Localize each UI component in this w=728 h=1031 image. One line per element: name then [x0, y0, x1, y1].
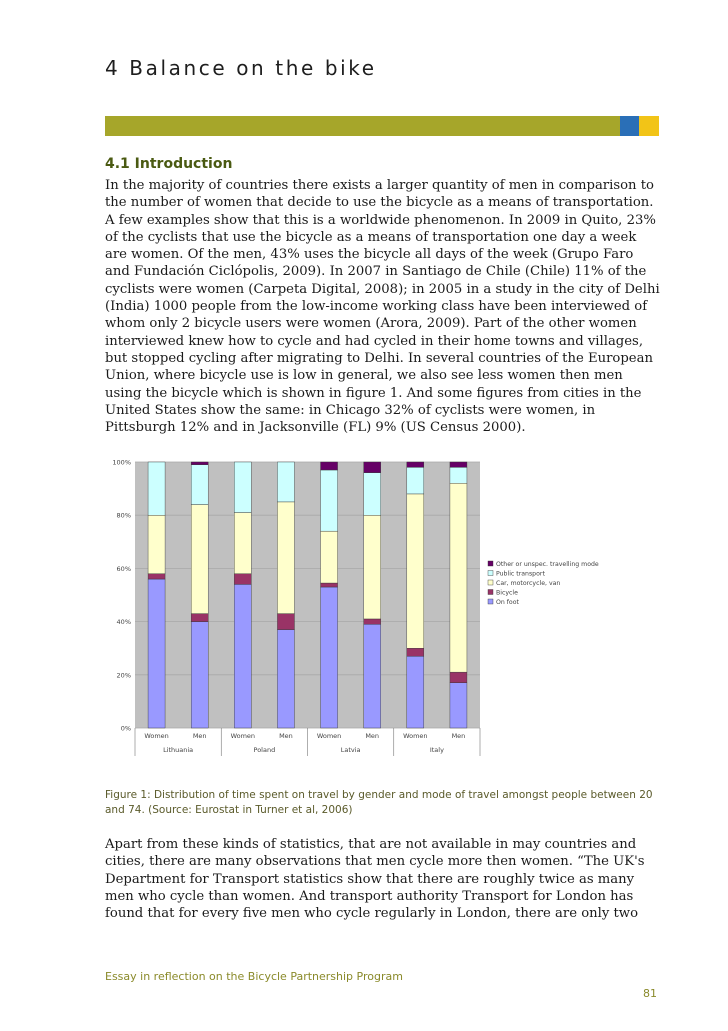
x-category-label: Women	[144, 732, 169, 740]
bar-segment	[364, 515, 381, 619]
bar-segment	[321, 462, 338, 470]
bar-segment	[148, 462, 165, 515]
bar-segment	[234, 513, 251, 574]
footer-text: Essay in reflection on the Bicycle Partnership Program	[105, 970, 403, 983]
bar-segment	[191, 505, 208, 614]
legend-label: Car, motorcycle, van	[496, 580, 561, 587]
bar-segment	[364, 462, 381, 473]
header-band-blue	[620, 116, 639, 136]
legend-label: Public transport	[496, 570, 545, 578]
y-tick-label: 0%	[120, 724, 131, 733]
x-category-label: Men	[451, 732, 466, 740]
bar-segment	[234, 574, 251, 585]
legend-label: On foot	[496, 599, 519, 606]
bar-segment	[407, 462, 424, 467]
figure-1-chart	[105, 452, 665, 772]
bar-segment	[148, 574, 165, 579]
legend-label: Other or unspec. travelling mode	[496, 561, 599, 568]
page-number: 81	[643, 987, 657, 1000]
continuation-paragraph: Apart from these kinds of statistics, that are not available in may countries and cities, there are many observations that men cycle more then women. “The UK's Department for Transport statistics show that there are roughly twice as many men who cycle than women. And transport authority Transport for London has found that for every five men who cycle regularly in London, there are only two	[105, 837, 645, 922]
bar-segment	[450, 683, 467, 728]
x-group-label: Italy	[429, 746, 444, 754]
bar-segment	[407, 656, 424, 728]
bar-segment	[234, 584, 251, 728]
bar-segment	[321, 531, 338, 583]
bar-segment	[364, 624, 381, 728]
x-category-label: Men	[192, 732, 207, 740]
figure-caption: Figure 1: Distribution of time spent on travel by gender and mode of travel amongst people between 20 and 74. (Source: Eurostat in Turner et al, 2006)	[105, 789, 653, 816]
bar-segment	[277, 630, 294, 728]
bar-segment	[407, 467, 424, 494]
x-category-label: Men	[365, 732, 380, 740]
bar-segment	[191, 622, 208, 728]
legend-label: Bicycle	[496, 589, 518, 597]
x-group-label: Poland	[253, 746, 276, 754]
bar-segment	[407, 494, 424, 648]
x-category-label: Women	[403, 732, 428, 740]
x-category-label: Men	[279, 732, 293, 740]
chapter-title: 4 Balance on the bike	[105, 56, 377, 80]
bar-segment	[450, 672, 467, 683]
y-tick-label: 40%	[116, 618, 131, 627]
bar-segment	[321, 587, 338, 728]
bar-segment	[321, 583, 338, 587]
y-tick-label: 80%	[116, 511, 131, 520]
x-category-label: Women	[230, 732, 256, 740]
header-band-yellow	[639, 116, 659, 136]
y-tick-label: 100%	[112, 458, 131, 467]
legend-swatch	[488, 580, 493, 585]
legend-swatch	[488, 561, 493, 566]
bar-segment	[364, 619, 381, 624]
bar-segment	[450, 483, 467, 672]
bar-segment	[191, 465, 208, 505]
x-group-label: Lithuania	[163, 746, 194, 754]
bar-segment	[191, 462, 208, 465]
bar-segment	[450, 462, 467, 467]
y-tick-label: 60%	[116, 564, 131, 573]
bar-segment	[234, 462, 251, 513]
y-tick-label: 20%	[116, 671, 131, 680]
bar-segment	[277, 614, 294, 630]
bar-segment	[321, 470, 338, 531]
legend-swatch	[488, 571, 493, 576]
stacked-bar-chart-svg	[105, 452, 665, 772]
bar-segment	[450, 467, 467, 483]
bar-segment	[364, 473, 381, 516]
legend-swatch	[488, 599, 493, 604]
intro-paragraph: In the majority of countries there exists a larger quantity of men in comparison to the number of women that decide to use the bicycle as a means of transportation. A few examples show that this is a worldwide phenomenon. In 2009 in Quito, 23% of the cyclists that use the bicycle as a means of transportation one day a week are women. Of the men, 43% uses the bicycle all days of the week (Grupo Faro and Fundación Ciclópolis, 2009). In 2007 in Santiago de Chile (Chile) 11% of the cyclists were women (Carpeta Digital, 2008); in 2005 in a study in the city of Delhi (India) 1000 people from the low-income working class have been interviewed of whom only 2 bicycle users were women (Arora, 2009). Part of the other women interviewed knew how to cycle and had cycled in their home towns and villages, but stopped cycling after migrating to Delhi. In several countries of the European Union, where bicycle use is low in general, we also see less women then men using the bicycle which is shown in figure 1. And some figures from cities in the United States show the same: in Chicago 32% of cyclists were women, in Pittsburgh 12% and in Jacksonville (FL) 9% (US Census 2000).	[105, 178, 660, 436]
bar-segment	[407, 648, 424, 656]
bar-segment	[277, 462, 294, 502]
header-band-olive	[105, 116, 620, 136]
legend-swatch	[488, 590, 493, 595]
section-heading: 4.1 Introduction	[105, 156, 233, 172]
bar-segment	[148, 515, 165, 574]
bar-segment	[191, 614, 208, 622]
bar-segment	[277, 502, 294, 614]
x-group-label: Latvia	[340, 746, 361, 754]
plot-area	[135, 462, 480, 728]
x-category-label: Women	[316, 732, 342, 740]
bar-segment	[148, 579, 165, 728]
